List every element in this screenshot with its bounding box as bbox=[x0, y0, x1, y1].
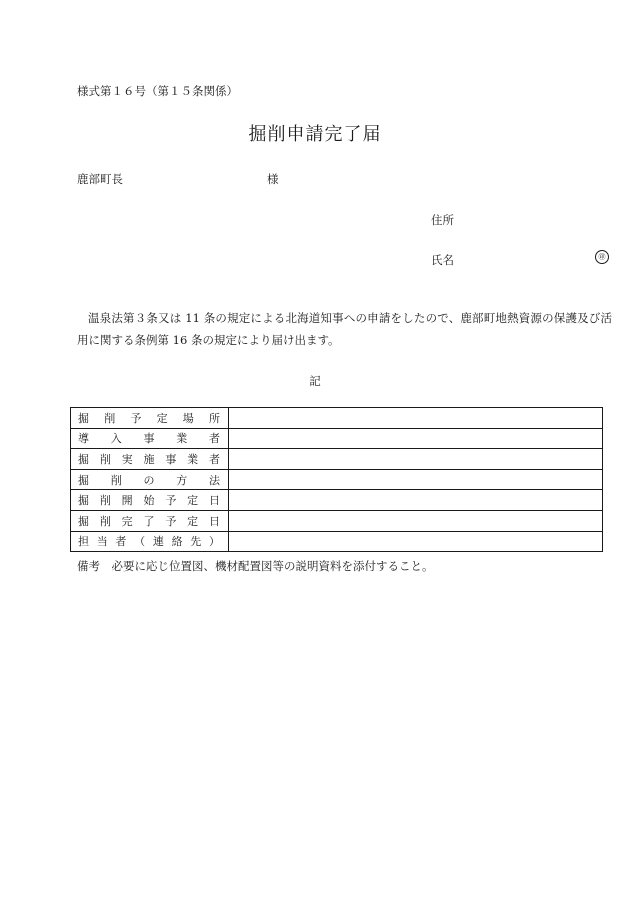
table-row bbox=[71, 510, 603, 531]
seal-icon: ㊞ bbox=[595, 250, 609, 264]
table-row bbox=[71, 469, 603, 490]
table-row bbox=[71, 449, 603, 470]
row-label-start-date: 掘削開始予定日 bbox=[71, 490, 229, 511]
table-row bbox=[71, 408, 603, 429]
row-value-completion-date[interactable] bbox=[229, 510, 603, 531]
row-label-excavation-method: 掘削の方法 bbox=[71, 469, 229, 490]
form-number: 様式第１６号（第１５条関係） bbox=[77, 84, 238, 98]
document-title: 掘削申請完了届 bbox=[248, 124, 382, 145]
row-value-introducing-operator[interactable] bbox=[229, 428, 603, 449]
row-label-excavation-site: 掘削予定場所 bbox=[71, 408, 229, 429]
table-row bbox=[71, 531, 603, 552]
row-label-executing-operator: 掘削実施事業者 bbox=[71, 449, 229, 470]
address-label: 住所 bbox=[431, 213, 454, 227]
body-text: 温泉法第３条又は 11 条の規定による北海道知事への申請をしたので、鹿部町地熱資源の保護及び活用に関する条例第 16 条の規定により届け出ます。 bbox=[77, 311, 612, 347]
record-table bbox=[70, 407, 603, 552]
row-value-start-date[interactable] bbox=[229, 490, 603, 511]
honorific: 様 bbox=[267, 172, 279, 186]
ki-heading: 記 bbox=[309, 374, 321, 388]
row-label-introducing-operator: 導入事業者 bbox=[71, 428, 229, 449]
row-value-excavation-method[interactable] bbox=[229, 469, 603, 490]
row-label-completion-date: 掘削完了予定日 bbox=[71, 510, 229, 531]
row-value-executing-operator[interactable] bbox=[229, 449, 603, 470]
table-row bbox=[71, 428, 603, 449]
remarks: 備考 必要に応じ位置図、機材配置図等の説明資料を添付すること。 bbox=[77, 559, 434, 573]
row-label-contact-person: 担当者（連絡先） bbox=[71, 531, 229, 552]
name-label: 氏名 bbox=[431, 253, 454, 267]
addressee: 鹿部町長 bbox=[77, 172, 123, 186]
row-value-contact-person[interactable] bbox=[229, 531, 603, 552]
row-value-excavation-site[interactable] bbox=[229, 408, 603, 429]
table-row bbox=[71, 490, 603, 511]
